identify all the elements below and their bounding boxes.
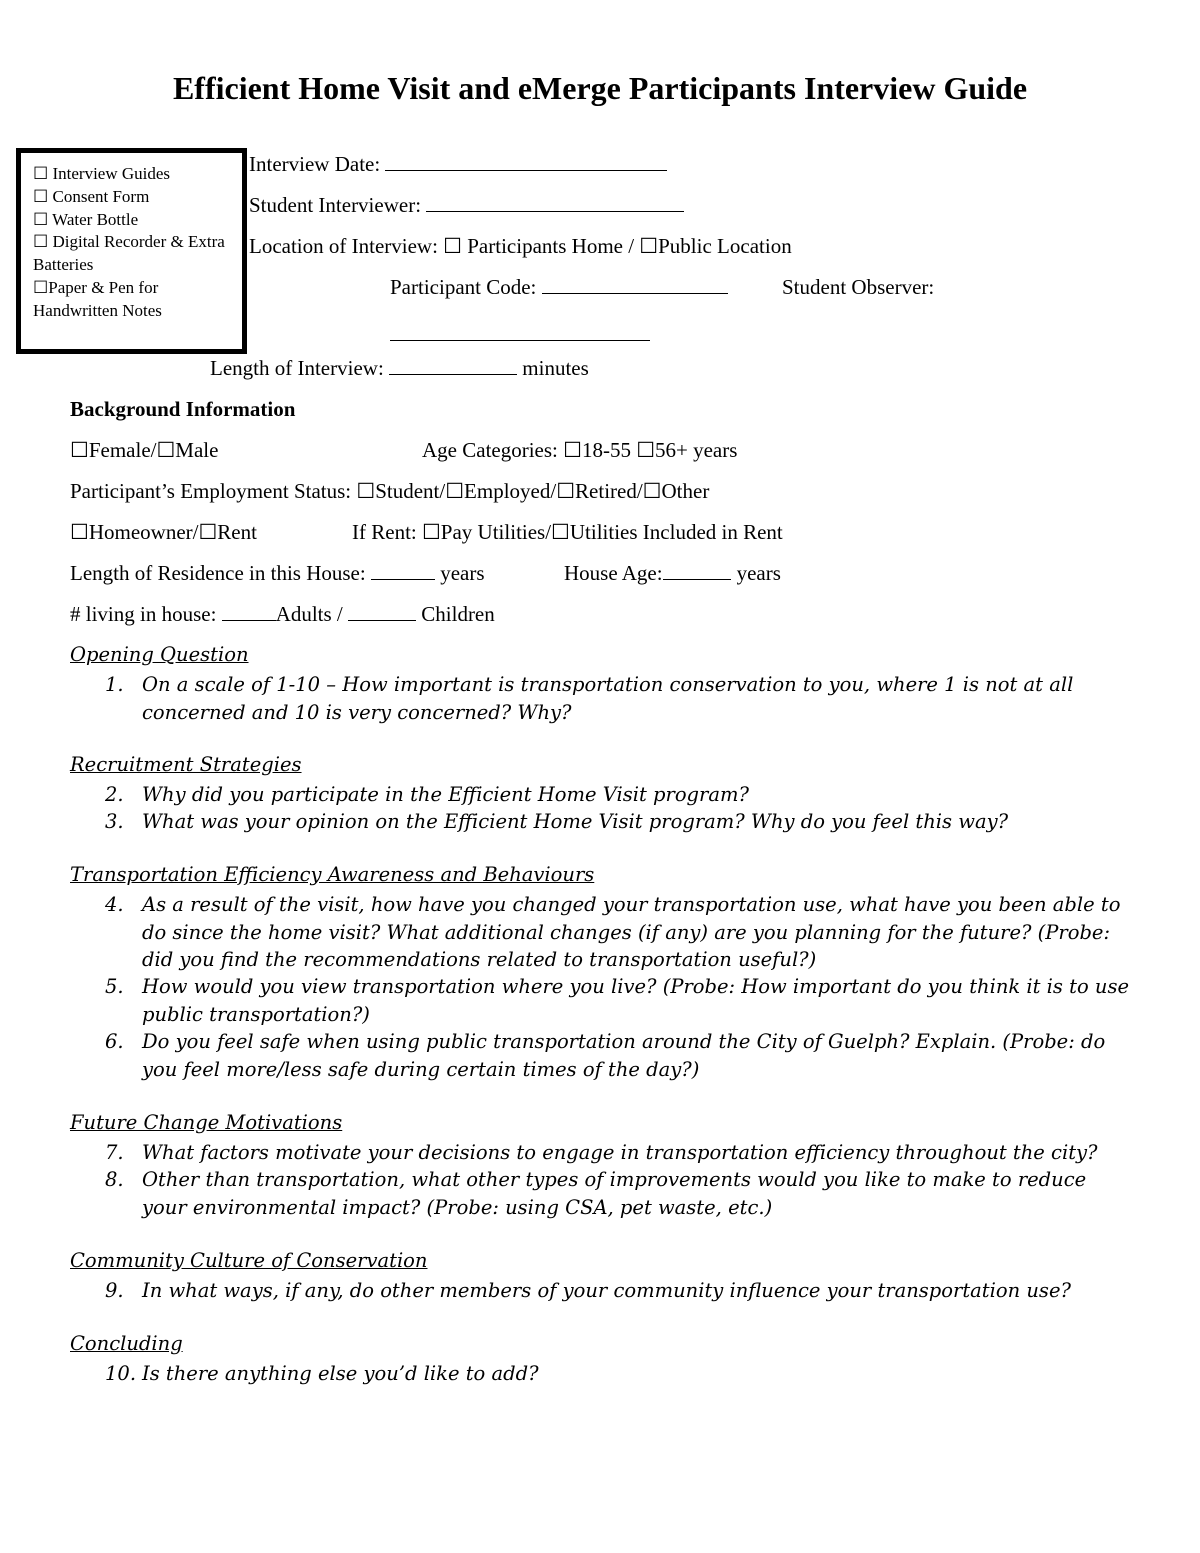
question-item xyxy=(105,1139,1135,1167)
section-heading: Transportation Efficiency Awareness and Behaviours xyxy=(70,863,595,886)
question-item xyxy=(105,973,1135,1028)
house-age-row xyxy=(564,561,781,586)
residence-row xyxy=(70,561,485,586)
length-field[interactable] xyxy=(389,356,517,375)
length-of-interview-row xyxy=(210,356,589,381)
adults-label: Adults / xyxy=(275,602,343,626)
living-label: # living in house: xyxy=(70,602,217,626)
house-age-unit: years xyxy=(736,561,781,585)
question-number: 7. xyxy=(105,1141,124,1164)
employment-options[interactable]: Participant’s Employment Status: ☐Student/☐Employed/☐Retired/☐Other xyxy=(70,479,710,503)
interview-date-field[interactable] xyxy=(385,152,667,171)
residence-field[interactable] xyxy=(371,561,435,580)
question-text: How would you view transportation where you live? (Probe: How important do you think it is to use public transportation?) xyxy=(142,975,1129,1026)
checklist-item[interactable]: ☐Paper & Pen for Handwritten Notes xyxy=(33,277,162,320)
housing-options[interactable]: ☐Homeowner/☐Rent xyxy=(70,520,257,544)
gender-options[interactable]: ☐Female/☐Male xyxy=(70,438,219,462)
question-text: Other than transportation, what other types of improvements would you like to make to reduce your environmental impact? (Probe: using CSA, pet waste, etc.) xyxy=(142,1168,1087,1219)
student-interviewer-row xyxy=(249,193,684,218)
question-text: What was your opinion on the Efficient Home Visit program? Why do you feel this way? xyxy=(142,810,1009,833)
participant-code-row xyxy=(390,275,728,300)
checklist-item[interactable]: ☐ Water Bottle xyxy=(33,209,139,229)
rent-options[interactable]: If Rent: ☐Pay Utilities/☐Utilities Included in Rent xyxy=(352,520,783,544)
student-observer-field[interactable] xyxy=(390,322,650,341)
length-label: Length of Interview: xyxy=(210,356,384,380)
question-number: 1. xyxy=(105,673,124,696)
residence-label: Length of Residence in this House: xyxy=(70,561,366,585)
age-options[interactable]: Age Categories: ☐18-55 ☐56+ years xyxy=(422,438,738,462)
question-item xyxy=(105,1277,1135,1305)
household-row xyxy=(70,602,495,627)
student-interviewer-field[interactable] xyxy=(426,193,684,212)
question-text: Do you feel safe when using public transportation around the City of Guelph? Explain. (Probe: do you feel more/less safe during certain times of the day?) xyxy=(142,1030,1106,1081)
student-observer-label: Student Observer: xyxy=(782,275,935,299)
house-age-label: House Age: xyxy=(564,561,663,585)
question-text: Is there anything else you’d like to add? xyxy=(142,1362,539,1385)
question-number: 2. xyxy=(105,783,124,806)
children-label: Children xyxy=(421,602,495,626)
question-item xyxy=(105,1166,1135,1221)
background-heading: Background Information xyxy=(70,397,296,421)
children-field[interactable] xyxy=(348,602,416,621)
house-age-field[interactable] xyxy=(663,561,731,580)
question-text: On a scale of 1-10 – How important is transportation conservation to you, where 1 is not at all concerned and 10 is very concerned? Why? xyxy=(142,673,1074,724)
question-item xyxy=(105,671,1135,726)
question-text: What factors motivate your decisions to engage in transportation efficiency throughout the city? xyxy=(142,1141,1098,1164)
interview-date-row xyxy=(249,152,667,177)
length-unit: minutes xyxy=(522,356,589,380)
question-item xyxy=(105,1028,1135,1083)
supplies-checklist xyxy=(16,148,247,354)
question-number: 8. xyxy=(105,1168,124,1191)
question-item xyxy=(105,808,1135,836)
question-number: 5. xyxy=(105,975,124,998)
section-heading: Future Change Motivations xyxy=(70,1111,343,1134)
question-item xyxy=(105,781,1135,809)
participant-code-field[interactable] xyxy=(542,275,728,294)
location-row[interactable]: Location of Interview: ☐ Participants Home / ☐Public Location xyxy=(249,234,792,258)
section-heading: Concluding xyxy=(70,1332,183,1355)
student-interviewer-label: Student Interviewer: xyxy=(249,193,422,217)
document-title: Efficient Home Visit and eMerge Participants Interview Guide xyxy=(172,70,1028,106)
checklist-item[interactable]: ☐ Digital Recorder & Extra Batteries xyxy=(33,232,225,275)
section-heading: Opening Question xyxy=(70,643,249,666)
checklist-item[interactable]: ☐ Interview Guides xyxy=(33,164,171,183)
question-number: 4. xyxy=(105,893,124,916)
section-heading: Recruitment Strategies xyxy=(70,753,302,776)
question-text: In what ways, if any, do other members of your community influence your transportation use? xyxy=(142,1279,1071,1302)
question-number: 3. xyxy=(105,810,124,833)
question-text: Why did you participate in the Efficient Home Visit program? xyxy=(142,783,749,806)
question-number: 9. xyxy=(105,1279,124,1302)
section-heading: Community Culture of Conservation xyxy=(70,1249,428,1272)
question-number: 6. xyxy=(105,1030,124,1053)
adults-field[interactable] xyxy=(222,602,276,621)
question-item xyxy=(105,891,1135,974)
question-number: 10. xyxy=(105,1362,137,1385)
question-item xyxy=(105,1360,1135,1388)
checklist-item[interactable]: ☐ Consent Form xyxy=(33,186,150,206)
residence-unit: years xyxy=(440,561,485,585)
participant-code-label: Participant Code: xyxy=(390,275,537,299)
interview-date-label: Interview Date: xyxy=(249,152,381,176)
question-text: As a result of the visit, how have you changed your transportation use, what have you been able to do since the home visit? What additional changes (if any) are you planning for the future? (Probe: did you find the recommendations related to transportation useful?) xyxy=(142,893,1121,971)
